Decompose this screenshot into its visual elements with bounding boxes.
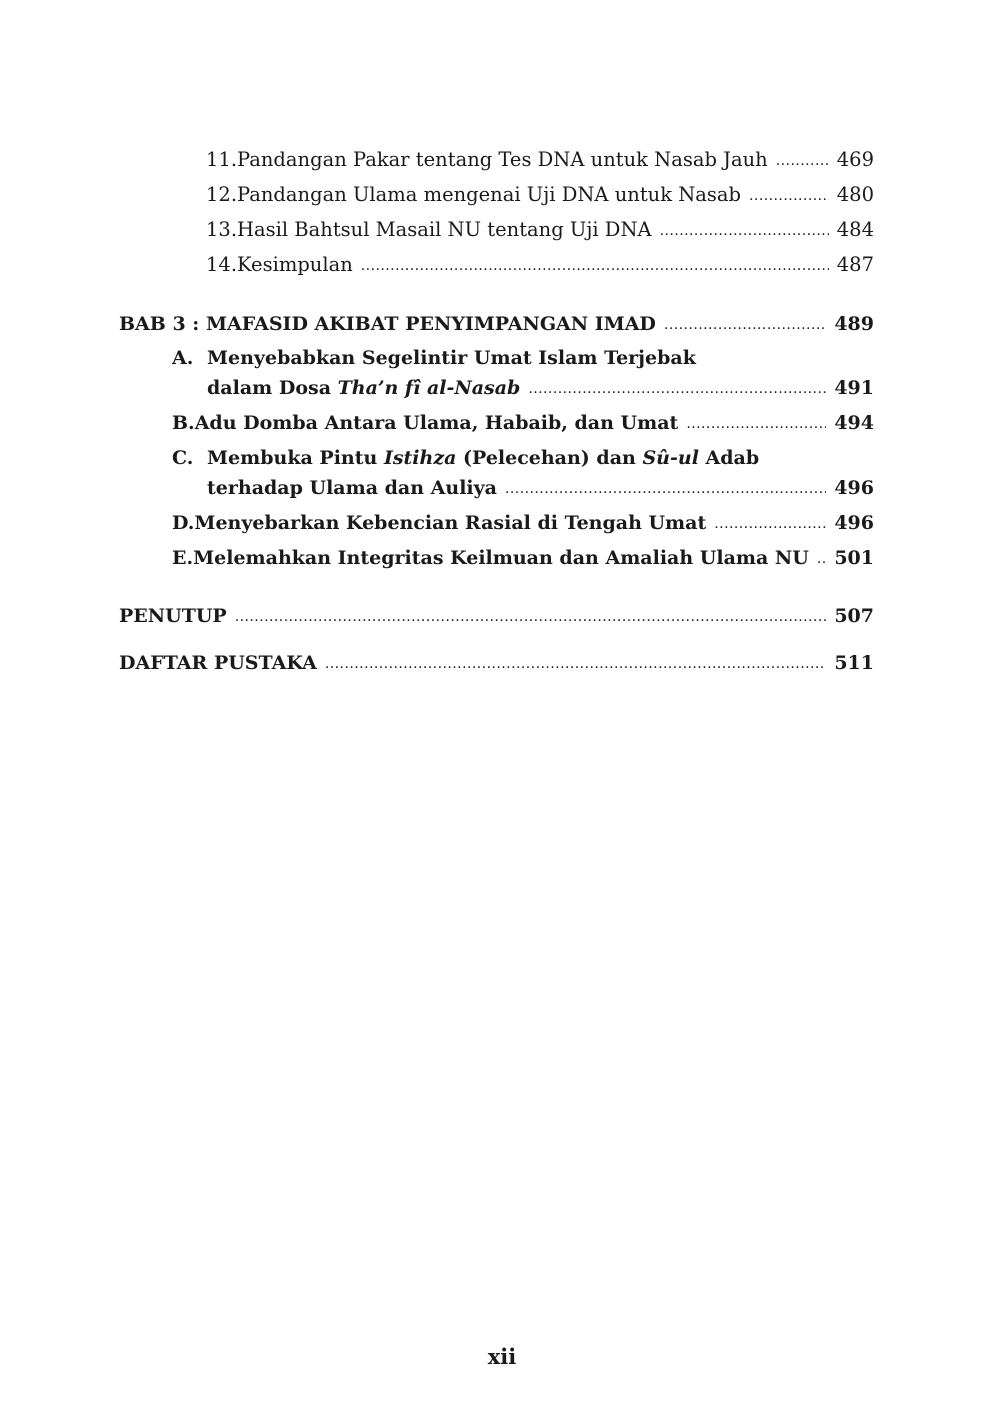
toc-item-b[interactable] [172,412,874,434]
item-title: Adu Domba Antara Ulama, Habaib, dan Umat [194,412,679,434]
item-page: 496 [834,512,874,534]
page-number: xii [487,1344,517,1369]
item-title-italic: Sû-ul [642,447,699,469]
entry-title: Pandangan Pakar tentang Tes DNA untuk Nasab Jauh [237,148,768,171]
dot-leader [235,604,827,626]
chapter-title: PENUTUP [119,605,227,627]
item-letter: D. [172,512,195,534]
item-title-text: Adab [698,447,760,469]
entry-page: 469 [836,148,874,171]
entry-page: 480 [836,183,874,206]
dot-leader [660,217,829,240]
toc-entry-11[interactable] [206,148,874,171]
item-letter: A. [172,347,194,369]
toc-chapter-daftar-pustaka[interactable] [119,652,874,674]
entry-page: 484 [836,218,874,241]
item-title-text: (Pelecehan) dan [456,447,643,469]
item-title-italic: Tha’n fî al-Nasab [337,377,521,399]
item-title-line2: terhadap Ulama dan Auliya [207,477,497,499]
toc-chapter-penutup[interactable] [119,605,874,627]
entry-title: Pandangan Ulama mengenai Uji DNA untuk Nasab [237,183,742,206]
dot-leader [664,312,826,334]
item-page: 494 [834,412,874,434]
entry-number: 12. [206,183,238,206]
item-letter: E. [172,547,194,569]
item-title-text: dalam Dosa [207,377,338,399]
toc-item-c-line1[interactable] [172,447,874,469]
toc-entry-13[interactable] [206,218,874,241]
chapter-title: BAB 3 : MAFASID AKIBAT PENYIMPANGAN IMAD [119,313,656,335]
dot-leader [749,182,829,205]
item-title: Melemahkan Integritas Keilmuan dan Amaliah Ulama NU [193,547,809,569]
dot-leader [361,252,829,275]
toc-item-c-line2[interactable] [207,477,874,499]
entry-number: 11. [206,148,238,171]
chapter-page: 511 [834,652,874,674]
item-title-text: Membuka Pintu [207,447,384,469]
dot-leader [528,376,826,398]
dot-leader [505,476,826,498]
entry-number: 14. [206,253,238,276]
entry-title: Hasil Bahtsul Masail NU tentang Uji DNA [237,218,652,241]
item-letter: B. [172,412,195,434]
item-page: 496 [834,477,874,499]
dot-leader [325,651,826,673]
toc-item-a-line2[interactable] [207,377,874,399]
dot-leader [776,147,829,170]
chapter-title: DAFTAR PUSTAKA [119,652,317,674]
toc-chapter-bab-3[interactable] [119,313,874,335]
dot-leader [686,411,826,433]
entry-title: Kesimpulan [237,253,353,276]
toc-item-e[interactable] [172,547,874,569]
dot-leader [714,511,826,533]
item-page: 491 [834,377,874,399]
toc-entry-12[interactable] [206,183,874,206]
item-letter: C. [172,447,194,469]
item-title: Menyebarkan Kebencian Rasial di Tengah Umat [194,512,707,534]
chapter-page: 489 [834,313,874,335]
dot-leader [817,546,826,568]
item-title-line2 [207,377,520,399]
item-title-line1: Menyebabkan Segelintir Umat Islam Terjebak [207,347,696,369]
item-title-line1 [207,447,759,469]
toc-item-a-line1[interactable] [172,347,874,369]
entry-page: 487 [836,253,874,276]
item-title-italic: Istihza [383,447,457,469]
entry-number: 13. [206,218,238,241]
toc-entry-14[interactable] [206,253,874,276]
item-page: 501 [834,547,874,569]
toc-item-d[interactable] [172,512,874,534]
chapter-page: 507 [834,605,874,627]
